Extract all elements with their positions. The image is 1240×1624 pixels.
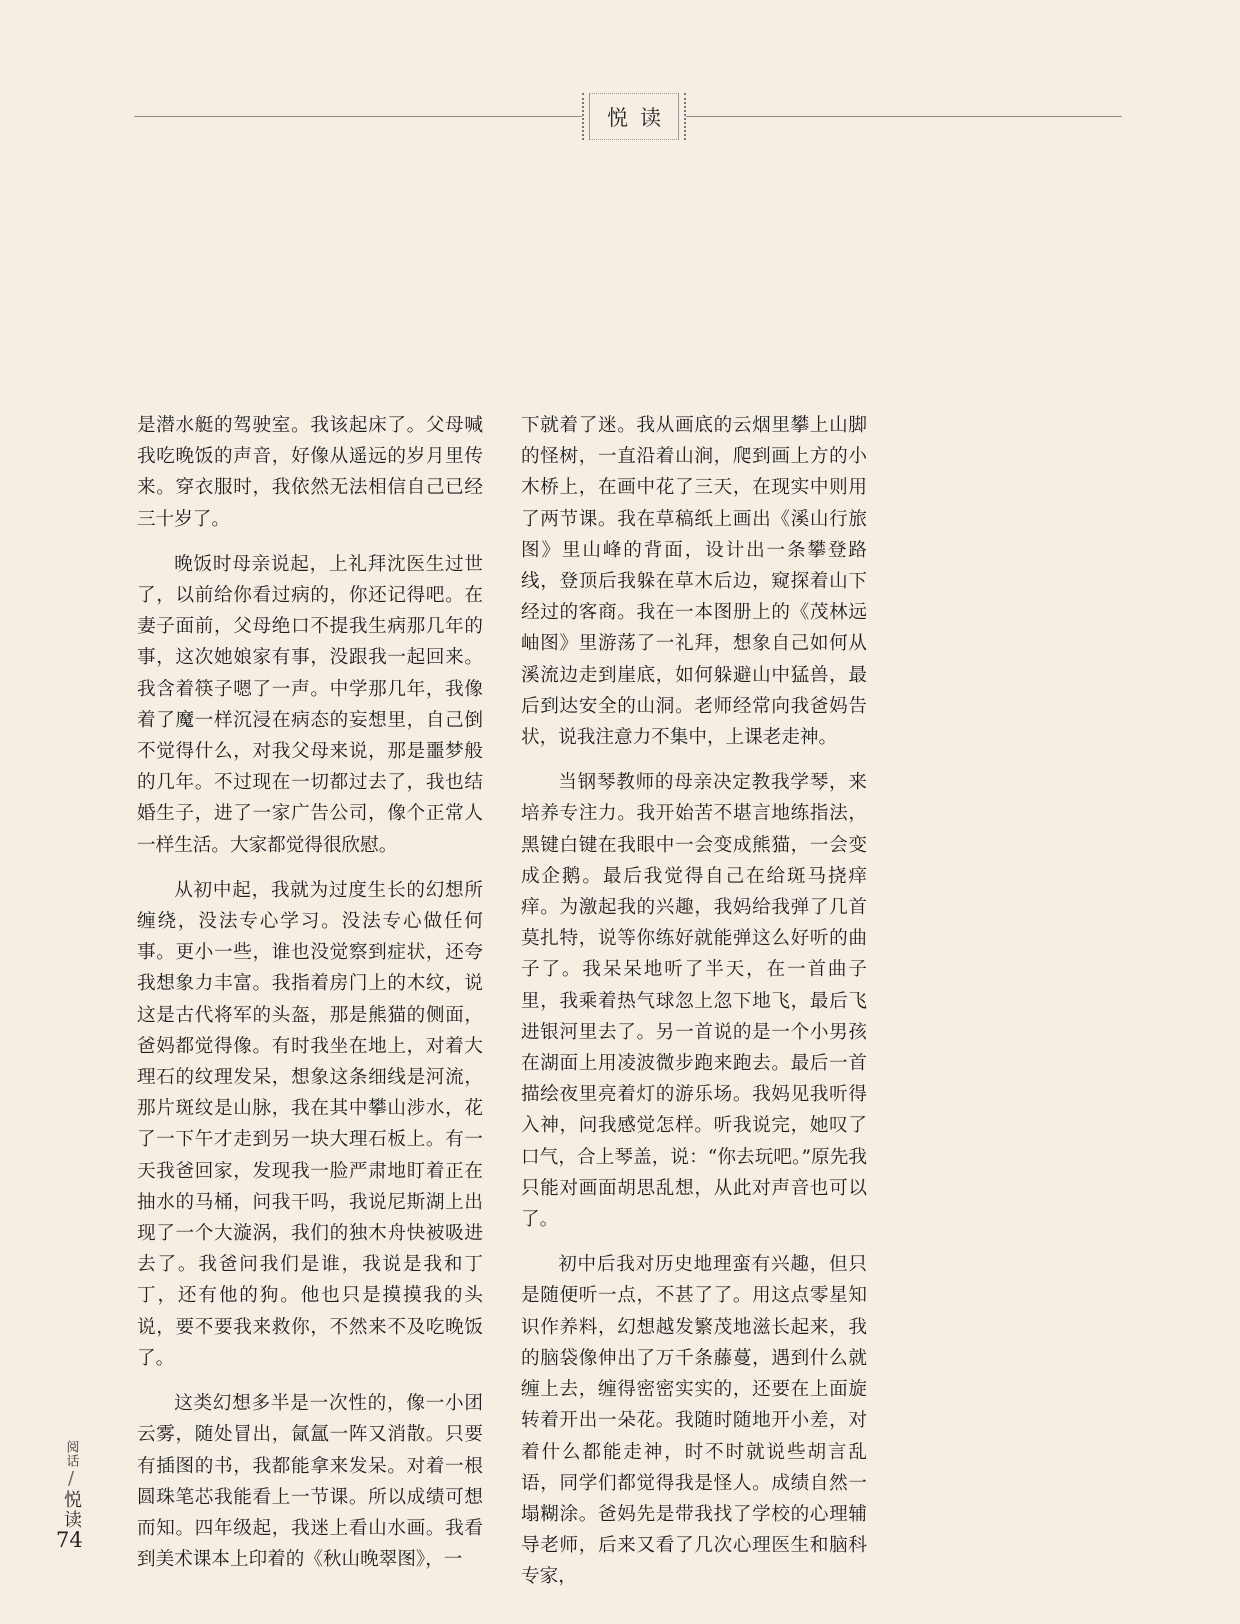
section-title: 悦读: [607, 106, 673, 130]
label-separator: /: [67, 1468, 75, 1489]
text-column-left: [137, 410, 483, 1589]
page-number: 74: [56, 1528, 83, 1552]
header-rule-right: [686, 116, 1122, 117]
paragraph: 从初中起，我就为过度生长的幻想所缠绕，没法专心学习。没法专心做任何事。更小一些，谁也没觉察到症状，还夸我想象力丰富。我指着房门上的木纹，说这是古代将军的头盔，那是熊猫的侧面，爸妈都觉得像。有时我坐在地上，对着大理石的纹理发呆，想象这条细线是河流，那片斑纹是山脉，我在其中攀山涉水，花了一下午才走到另一块大理石板上。有一天我爸回家，发现我一脸严肃地盯着正在抽水的马桶，问我干吗，我说尼斯湖上出现了一个大漩涡，我们的独木舟快被吸进去了。我爸问我们是谁，我说是我和丁丁，还有他的狗。他也只是摸摸我的头说，要不要我来救你，不然来不及吃晚饭了。: [137, 879, 483, 1369]
paragraph: 下就着了迷。我从画底的云烟里攀上山脚的怪树，一直沿着山涧，爬到画上方的小木桥上，在画中花了三天，在现实中则用了两节课。我在草稿纸上画出《溪山行旅图》里山峰的背面，设计出一条攀登路线，登顶后我躲在草木后边，窥探着山下经过的客商。我在一本图册上的《茂林远岫图》里游荡了一礼拜，想象自己如何从溪流边走到崖底，如何躲避山中猛兽，最后到达安全的山洞。老师经常向我爸妈告状，说我注意力不集中，上课老走神。: [521, 415, 867, 749]
side-section-label: [60, 1440, 82, 1530]
paragraph: 这类幻想多半是一次性的，像一小团云雾，随处冒出，氤氲一阵又消散。只要有插图的书，我都能拿来发呆。对着一根圆珠笔芯我能看上一节课。所以成绩可想而知。四年级起，我迷上看山水画。我看到美术课本上印着的《秋山晚翠图》，一: [137, 1393, 483, 1571]
magazine-name: 阅话: [63, 1440, 79, 1468]
text-column-right: [521, 410, 867, 1607]
paragraph: 初中后我对历史地理蛮有兴趣，但只是随便听一点，不甚了了。用这点零星知识作养料，幻想越发繁茂地滋长起来，我的脑袋像伸出了万千条藤蔓，遇到什么就缠上去，缠得密密实实的，还要在上面旋转着开出一朵花。我随时随地开小差，对着什么都能走神，时不时就说些胡言乱语，同学们都觉得我是怪人。成绩自然一塌糊涂。爸妈先是带我找了学校的心理辅导老师，后来又看了几次心理医生和脑科专家，: [521, 1254, 867, 1588]
header-rule-left: [134, 116, 582, 117]
paragraph: 当钢琴教师的母亲决定教我学琴，来培养专注力。我开始苦不堪言地练指法，黑键白键在我眼中一会变成熊猫，一会变成企鹅。最后我觉得自己在给斑马挠痒痒。为激起我的兴趣，我妈给我弹了几首莫扎特，说等你练好就能弹这么好听的曲子了。我呆呆地听了半天，在一首曲子里，我乘着热气球忽上忽下地飞，最后飞进银河里去了。另一首说的是一个小男孩在湖面上用凌波微步跑来跑去。最后一首描绘夜里亮着灯的游乐场。我妈见我听得入神，问我感觉怎样。听我说完，她叹了口气，合上琴盖，说：“你去玩吧。”原先我只能对画面胡思乱想，从此对声音也可以了。: [521, 772, 867, 1231]
paragraph: 是潜水艇的驾驶室。我该起床了。父母喊我吃晚饭的声音，好像从遥远的岁月里传来。穿衣服时，我依然无法相信自己已经三十岁了。: [137, 415, 483, 530]
paragraph: 晚饭时母亲说起，上礼拜沈医生过世了，以前给你看过病的，你还记得吧。在妻子面前，父母绝口不提我生病那几年的事，这次她娘家有事，没跟我一起回来。我含着筷子嗯了一声。中学那几年，我像着了魔一样沉浸在病态的妄想里，自己倒不觉得什么，对我父母来说，那是噩梦般的几年。不过现在一切都过去了，我也结婚生子，进了一家广告公司，像个正常人一样生活。大家都觉得很欣慰。: [137, 553, 483, 856]
section-name: 悦读: [61, 1490, 82, 1530]
section-badge: [582, 93, 686, 140]
